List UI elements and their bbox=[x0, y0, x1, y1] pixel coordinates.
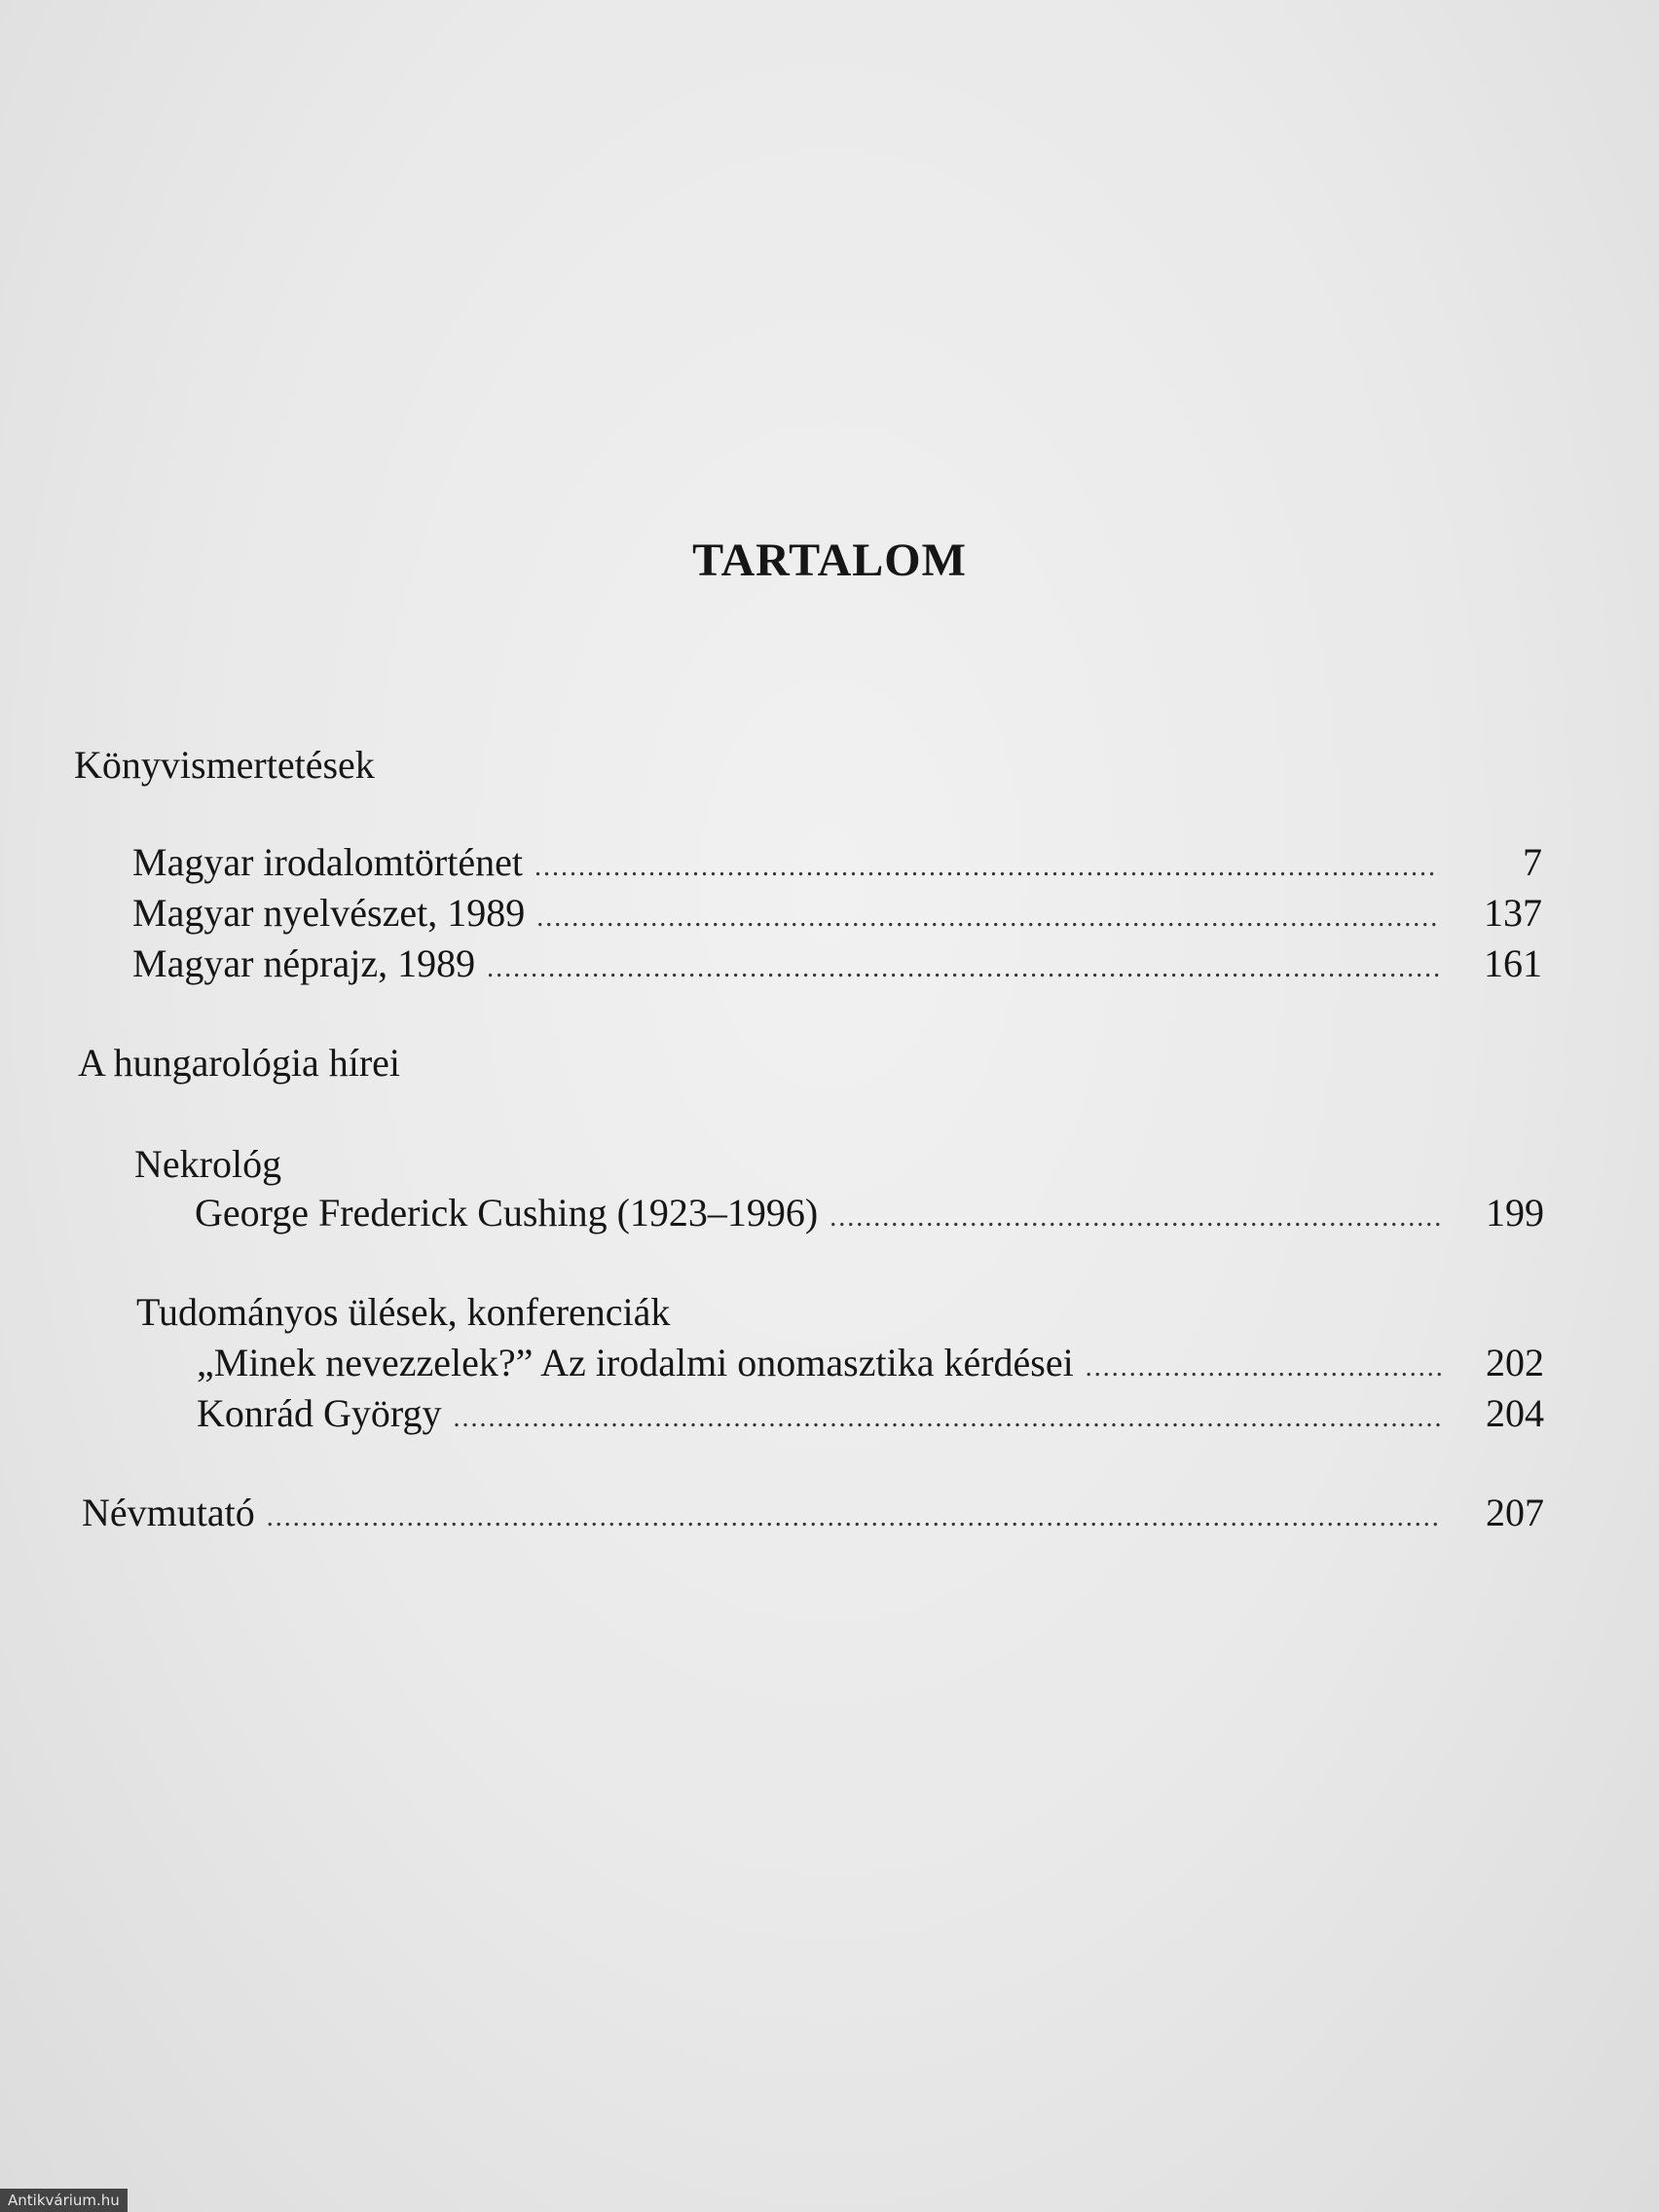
watermark-text: Antikvárium.hu bbox=[0, 2189, 128, 2212]
toc-entry-page: 7 bbox=[1523, 840, 1542, 884]
toc-entry bbox=[197, 1390, 1544, 1442]
dot-leader bbox=[535, 844, 1439, 891]
toc-entry bbox=[197, 1340, 1544, 1391]
dot-leader bbox=[536, 895, 1439, 941]
section-heading-konyvismertetesek: Könyvismertetések bbox=[74, 743, 375, 787]
toc-entry-nevmutato bbox=[82, 1490, 1544, 1541]
toc-entry bbox=[132, 940, 1542, 992]
toc-entry bbox=[132, 839, 1542, 891]
dot-leader bbox=[830, 1195, 1441, 1241]
toc-entry-page: 204 bbox=[1486, 1391, 1544, 1435]
section-heading-hungarologia-hirei: A hungarológia hírei bbox=[78, 1041, 401, 1085]
toc-entry bbox=[195, 1190, 1544, 1241]
toc-entry-label: Névmutató bbox=[82, 1491, 255, 1534]
subsection-heading-nekrolog: Nekrológ bbox=[134, 1142, 282, 1186]
toc-entry-label: Magyar nyelvészet, 1989 bbox=[132, 891, 526, 935]
page-title: TARTALOM bbox=[692, 535, 967, 586]
toc-entry-page: 202 bbox=[1486, 1341, 1544, 1384]
subsection-heading-tudomanyos-ulesek: Tudományos ülések, konferenciák bbox=[136, 1290, 671, 1334]
toc-entry-page: 137 bbox=[1484, 891, 1542, 935]
toc-entry-page: 207 bbox=[1486, 1491, 1544, 1534]
toc-entry-page: 199 bbox=[1486, 1191, 1544, 1235]
toc-entry bbox=[132, 890, 1542, 941]
dot-leader bbox=[453, 1395, 1441, 1442]
dot-leader bbox=[1086, 1345, 1441, 1391]
toc-entry-label: George Frederick Cushing (1923–1996) bbox=[195, 1191, 819, 1235]
toc-entry-label: „Minek nevezzelek?” Az irodalmi onomasztika kérdései bbox=[197, 1341, 1074, 1384]
toc-entry-label: Magyar irodalomtörténet bbox=[132, 840, 523, 884]
dot-leader bbox=[487, 945, 1439, 992]
toc-entry-page: 161 bbox=[1484, 941, 1542, 985]
toc-entry-label: Magyar néprajz, 1989 bbox=[132, 941, 476, 985]
toc-entry-label: Konrád György bbox=[197, 1391, 442, 1435]
dot-leader bbox=[267, 1494, 1441, 1541]
